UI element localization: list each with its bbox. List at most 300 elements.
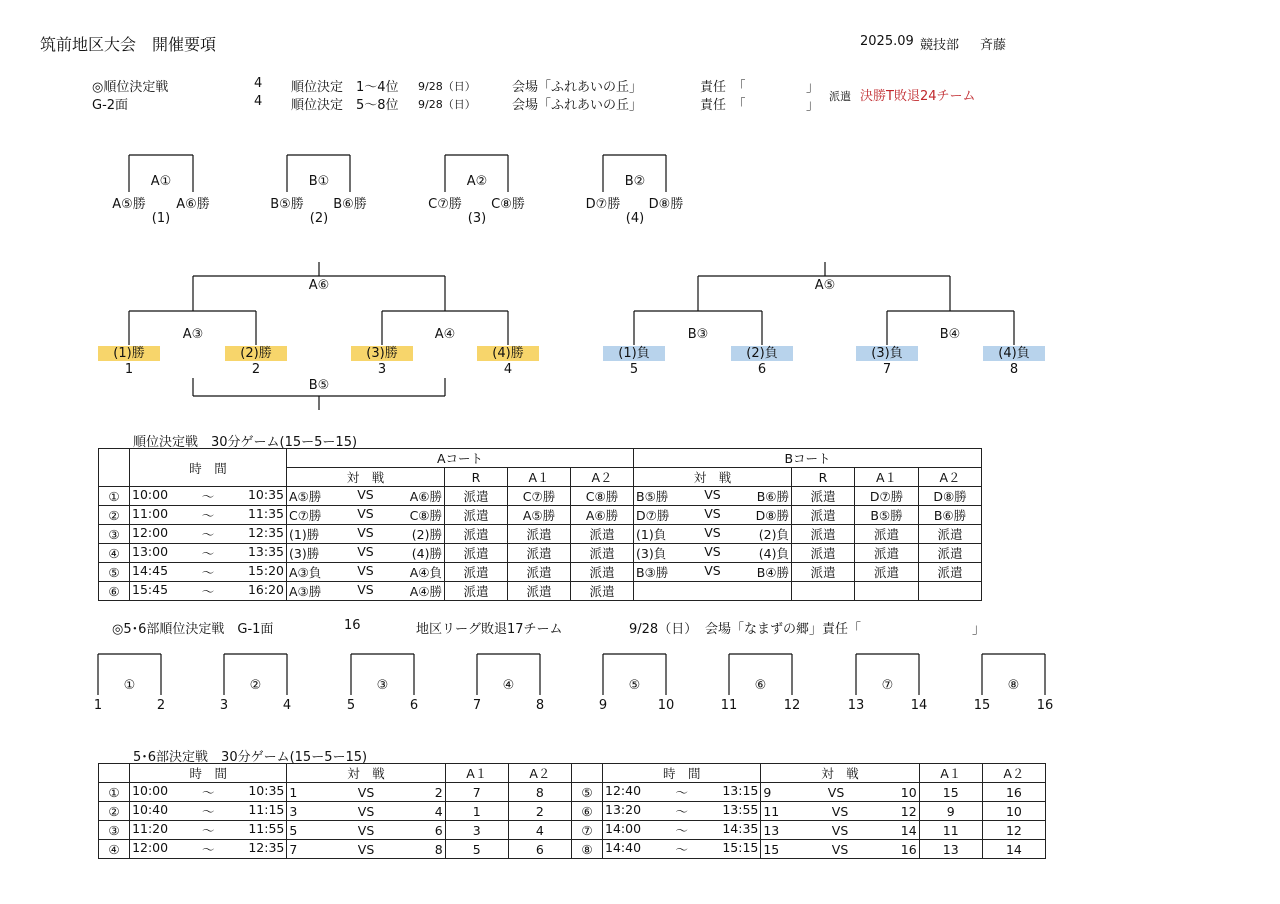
- cell-content: [132, 840, 284, 858]
- assist1: 派遣: [508, 525, 571, 544]
- start-time: 11:20: [132, 821, 169, 836]
- bracket-name: B②: [624, 174, 646, 189]
- assist2: 派遣: [919, 544, 982, 563]
- section56-note: 地区リーグ敗退17チーム: [416, 622, 563, 637]
- bracket-left: D⑦勝: [585, 197, 621, 212]
- pair-right: 16: [1036, 698, 1054, 713]
- end-time: 11:15: [248, 802, 285, 817]
- slot-num: 3: [377, 362, 387, 377]
- pair-right: 10: [657, 698, 675, 713]
- assist1: 5: [445, 840, 508, 859]
- bracket-left: A⑤勝: [112, 197, 146, 212]
- slot-num: 7: [882, 362, 892, 377]
- cell-content: [636, 563, 789, 581]
- table-row: [99, 821, 1046, 840]
- assist1: 7: [445, 783, 508, 802]
- team-right: 14: [900, 822, 917, 838]
- cell: [634, 563, 792, 582]
- assist2: 派遣: [919, 563, 982, 582]
- end-time: 10:35: [248, 783, 285, 798]
- assist2: 10: [982, 802, 1045, 821]
- start-time: 10:00: [132, 487, 169, 502]
- pair-right: 4: [282, 698, 292, 713]
- match-header: 対 戦: [634, 468, 792, 487]
- bracket-num: (4): [625, 211, 645, 226]
- section56-num: 16: [344, 618, 361, 633]
- cell: [287, 821, 445, 840]
- team-right: 16: [900, 841, 917, 857]
- pair-left: 11: [720, 698, 738, 713]
- a2-header: A２: [919, 468, 982, 487]
- referee: 派遣: [792, 563, 855, 582]
- team-right: 12: [900, 803, 917, 819]
- cell-content: [636, 487, 789, 505]
- slot-num: 4: [503, 362, 513, 377]
- schedule2-caption: 5･6部決定戦 30分ゲーム(15ー5ー15): [133, 750, 368, 765]
- slot-num: 5: [629, 362, 639, 377]
- start-time: 10:40: [132, 802, 169, 817]
- cell: [130, 840, 287, 859]
- pair-right: 2: [156, 698, 166, 713]
- assist2: 14: [982, 840, 1045, 859]
- cell: [761, 821, 919, 840]
- tilde: ～: [201, 804, 215, 819]
- a2-header: A２: [508, 764, 571, 783]
- page-title: 筑前地区大会 開催要項: [40, 35, 217, 54]
- start-time: 13:20: [605, 802, 642, 817]
- team-left: 3: [289, 803, 298, 819]
- assist1: [855, 582, 919, 601]
- pair-right: 6: [409, 698, 419, 713]
- team-left: 13: [763, 822, 780, 838]
- pair-name: ②: [249, 678, 262, 693]
- cell: [130, 525, 287, 544]
- end-time: 11:35: [247, 506, 284, 521]
- cell-content: [289, 823, 442, 838]
- referee: [792, 582, 855, 601]
- tilde: ～: [675, 842, 688, 857]
- team-left: D⑦勝: [636, 508, 670, 523]
- assist1: 派遣: [855, 563, 919, 582]
- haken-label: 派遣: [829, 90, 851, 103]
- bracket-right: C⑧勝: [491, 197, 525, 212]
- referee: 派遣: [445, 544, 508, 563]
- cell-content: [289, 582, 442, 600]
- assist1: 3: [445, 821, 508, 840]
- info-label: G-2面: [92, 98, 129, 113]
- cell-content: [605, 821, 758, 839]
- referee: 派遣: [445, 563, 508, 582]
- vs: VS: [357, 841, 375, 857]
- cell-content: [605, 783, 758, 801]
- team-left: (1)勝: [289, 527, 320, 542]
- bracket-top-label: A⑤: [814, 278, 836, 293]
- team-left: A⑤勝: [289, 489, 322, 504]
- cell: [761, 840, 919, 859]
- cell-content: [132, 802, 284, 820]
- haken-note: 決勝T敗退24チーム: [860, 89, 976, 104]
- a1-header: A１: [508, 468, 571, 487]
- vs: VS: [827, 784, 845, 800]
- cell: [761, 802, 919, 821]
- time-header: 時 間: [130, 449, 287, 487]
- pair-left: 3: [219, 698, 229, 713]
- table-row: [99, 563, 982, 582]
- team-right: (2)勝: [411, 527, 442, 542]
- cell: [130, 802, 287, 821]
- bracket-right: D⑧勝: [648, 197, 684, 212]
- vs: VS: [357, 784, 375, 800]
- header-date: 2025.09: [860, 34, 914, 49]
- team-left: 7: [289, 841, 298, 857]
- assist2: 派遣: [571, 525, 634, 544]
- pair-left: 13: [847, 698, 865, 713]
- cell-content: [289, 506, 442, 524]
- assist1: 派遣: [855, 544, 919, 563]
- cell-content: [132, 487, 284, 505]
- table-row: [99, 487, 982, 506]
- team-left: 5: [289, 822, 298, 838]
- assist2: 8: [508, 783, 571, 802]
- cell-content: [289, 842, 442, 857]
- bracket-semi1-label: A③: [182, 327, 204, 342]
- vs: VS: [357, 506, 374, 521]
- team-right: (4)負: [758, 546, 789, 561]
- court-b-header: Bコート: [634, 449, 982, 468]
- cell-content: [763, 804, 916, 819]
- team-right: 6: [434, 822, 443, 838]
- cell-content: [132, 821, 284, 839]
- bracket-num: (3): [467, 211, 487, 226]
- vs: VS: [357, 544, 374, 559]
- referee: 派遣: [792, 544, 855, 563]
- row-number: ①: [99, 783, 130, 802]
- cell-content: [289, 487, 442, 505]
- section56-label: ◎5･6部順位決定戦 G-1面: [112, 622, 274, 637]
- team-left: A③勝: [289, 584, 322, 599]
- team-left: 11: [763, 803, 780, 819]
- loser-slot-4: (4)負: [983, 346, 1045, 361]
- bracket-right: B⑥勝: [333, 197, 367, 212]
- cell-content: [763, 823, 916, 838]
- cell-content: [763, 842, 916, 857]
- referee: 派遣: [445, 582, 508, 601]
- assist2: 派遣: [571, 544, 634, 563]
- end-time: 13:55: [722, 802, 759, 817]
- team-right: A⑥勝: [409, 489, 442, 504]
- row-number: ①: [99, 487, 130, 506]
- vs: VS: [704, 525, 721, 540]
- tilde: ～: [201, 527, 215, 542]
- assist1: 11: [919, 821, 982, 840]
- start-time: 12:00: [132, 525, 169, 540]
- end-time: 12:35: [248, 840, 285, 855]
- row-number: ④: [99, 544, 130, 563]
- team-right: A④勝: [409, 584, 442, 599]
- cell: [287, 544, 445, 563]
- team-left: 15: [763, 841, 780, 857]
- team-right: D⑧勝: [755, 508, 789, 523]
- cell: [287, 802, 445, 821]
- team-left: (3)負: [636, 546, 667, 561]
- schedule2-table: [98, 763, 1046, 859]
- cell-content: [289, 563, 442, 581]
- pair-name: ③: [376, 678, 389, 693]
- header-author: 斉藤: [980, 38, 1007, 53]
- pair-right: 14: [910, 698, 928, 713]
- start-time: 12:40: [605, 783, 642, 798]
- assist1: 1: [445, 802, 508, 821]
- end-time: 15:20: [247, 563, 284, 578]
- end-time: 14:35: [722, 821, 759, 836]
- start-time: 11:00: [132, 506, 169, 521]
- cell: [130, 506, 287, 525]
- team-right: B④勝: [756, 565, 789, 580]
- referee: 派遣: [792, 525, 855, 544]
- info-num: 4: [254, 76, 263, 91]
- tilde: ～: [201, 489, 215, 504]
- row-number: ③: [99, 525, 130, 544]
- row-number: ⑤: [571, 783, 602, 802]
- team-left: B⑤勝: [636, 489, 669, 504]
- info-resp: 責任 「: [700, 98, 746, 113]
- assist2: C⑧勝: [571, 487, 634, 506]
- bracket-semi1-label: B③: [687, 327, 709, 342]
- cell: [130, 582, 287, 601]
- referee: 派遣: [792, 487, 855, 506]
- bracket-semi2-label: B④: [939, 327, 961, 342]
- tilde: ～: [201, 823, 215, 838]
- vs: VS: [357, 803, 375, 819]
- assist2: 派遣: [571, 582, 634, 601]
- tilde: ～: [675, 785, 688, 800]
- time-header: 時 間: [130, 764, 287, 783]
- cell-content: [636, 525, 789, 543]
- cell-content: [605, 802, 758, 820]
- cell: [130, 783, 287, 802]
- vs: VS: [831, 803, 849, 819]
- pair-left: 1: [93, 698, 103, 713]
- vs: VS: [357, 563, 374, 578]
- cell: [603, 802, 761, 821]
- team-left: B③勝: [636, 565, 669, 580]
- pair-name: ⑦: [881, 678, 894, 693]
- winner-slot-1: (1)勝: [98, 346, 160, 361]
- cell: [130, 487, 287, 506]
- cell-content: [132, 783, 284, 801]
- winner-slot-2: (2)勝: [225, 346, 287, 361]
- winner-slot-4: (4)勝: [477, 346, 539, 361]
- match-header: 対 戦: [287, 468, 445, 487]
- r-header: R: [445, 468, 508, 487]
- pair-name: ①: [123, 678, 136, 693]
- cell-content: [132, 506, 284, 524]
- cell-content: [289, 544, 442, 562]
- team-right: (2)負: [758, 527, 789, 542]
- cell: [634, 506, 792, 525]
- assist1: 派遣: [508, 582, 571, 601]
- vs: VS: [357, 822, 375, 838]
- assist2: 6: [508, 840, 571, 859]
- slot-num: 2: [251, 362, 261, 377]
- tilde: ～: [201, 842, 215, 857]
- team-right: 10: [900, 784, 917, 800]
- info-resp: 責任 「: [700, 80, 746, 95]
- assist2: [919, 582, 982, 601]
- end-time: 13:15: [722, 783, 759, 798]
- team-right: (4)勝: [411, 546, 442, 561]
- pair-name: ⑤: [628, 678, 641, 693]
- section56-date: 9/28（日）: [629, 622, 698, 637]
- team-right: B⑥勝: [756, 489, 789, 504]
- cell: [287, 506, 445, 525]
- row-number: ⑧: [571, 840, 602, 859]
- pair-left: 15: [973, 698, 991, 713]
- slot-num: 6: [757, 362, 767, 377]
- a1-header: A１: [855, 468, 919, 487]
- assist2: A⑥勝: [571, 506, 634, 525]
- cell-content: [132, 544, 284, 562]
- cell: [130, 563, 287, 582]
- assist1: A⑤勝: [508, 506, 571, 525]
- end-time: 12:35: [247, 525, 284, 540]
- info-label: ◎順位決定戦: [92, 80, 169, 95]
- slot-num: 1: [124, 362, 134, 377]
- end-time: 13:35: [247, 544, 284, 559]
- cell: [761, 783, 919, 802]
- tilde: ～: [201, 508, 215, 523]
- team-right: 4: [434, 803, 443, 819]
- info-close: 」: [806, 80, 820, 95]
- assist1: 派遣: [508, 544, 571, 563]
- cell-content: [289, 785, 442, 800]
- header-dept: 競技部: [920, 38, 960, 53]
- section56-close: 」: [972, 622, 986, 637]
- cell-content: [289, 804, 442, 819]
- cell: [287, 582, 445, 601]
- bracket-right: A⑥勝: [176, 197, 210, 212]
- bracket-name: A①: [150, 174, 172, 189]
- vs: VS: [831, 822, 849, 838]
- tilde: ～: [201, 546, 215, 561]
- assist2: 16: [982, 783, 1045, 802]
- header-blank: [99, 449, 130, 487]
- cell-content: [636, 506, 789, 524]
- cell: [603, 821, 761, 840]
- loser-slot-2: (2)負: [731, 346, 793, 361]
- start-time: 14:40: [605, 840, 642, 855]
- assist2: 派遣: [919, 525, 982, 544]
- cell-content: [763, 785, 916, 800]
- cell-content: [132, 563, 284, 581]
- bracket-name: B①: [308, 174, 330, 189]
- assist1: 13: [919, 840, 982, 859]
- assist2: 12: [982, 821, 1045, 840]
- vs: VS: [704, 544, 721, 559]
- loser-slot-1: (1)負: [603, 346, 665, 361]
- pair-left: 5: [346, 698, 356, 713]
- tilde: ～: [201, 584, 215, 599]
- team-left: 9: [763, 784, 772, 800]
- cell-content: [636, 544, 789, 562]
- a2-header: A２: [982, 764, 1045, 783]
- end-time: 16:20: [247, 582, 284, 597]
- table-row: [99, 525, 982, 544]
- team-right: C⑧勝: [409, 508, 442, 523]
- bracket-semi2-label: A④: [434, 327, 456, 342]
- bracket-bottom-label: B⑤: [308, 378, 330, 393]
- start-time: 14:00: [605, 821, 642, 836]
- tilde: ～: [201, 565, 215, 580]
- end-time: 11:55: [248, 821, 285, 836]
- table-row: [99, 783, 1046, 802]
- cell: [287, 840, 445, 859]
- pair-name: ⑥: [754, 678, 767, 693]
- start-time: 12:00: [132, 840, 169, 855]
- vs: VS: [831, 841, 849, 857]
- assist2: B⑥勝: [919, 506, 982, 525]
- tilde: ～: [675, 823, 688, 838]
- table-row: [99, 506, 982, 525]
- cell: [603, 783, 761, 802]
- schedule1-table: [98, 448, 982, 601]
- referee: 派遣: [792, 506, 855, 525]
- row-number: ⑥: [99, 582, 130, 601]
- pair-name: ⑧: [1007, 678, 1020, 693]
- info-date: 9/28（日）: [418, 98, 476, 111]
- bracket-left: B⑤勝: [270, 197, 304, 212]
- header-blank: [571, 764, 602, 783]
- schedule1-caption: 順位決定戦 30分ゲーム(15ー5ー15): [133, 435, 358, 450]
- bracket-top-label: A⑥: [308, 278, 330, 293]
- assist1: C⑦勝: [508, 487, 571, 506]
- cell: [287, 783, 445, 802]
- assist1: D⑦勝: [855, 487, 919, 506]
- row-number: ②: [99, 506, 130, 525]
- table-row: [99, 544, 982, 563]
- info-venue: 会場「ふれあいの丘」: [512, 80, 643, 95]
- cell: [634, 525, 792, 544]
- pair-right: 8: [535, 698, 545, 713]
- pair-left: 9: [598, 698, 608, 713]
- bracket-name: A②: [466, 174, 488, 189]
- cell: [130, 821, 287, 840]
- court-a-header: Aコート: [287, 449, 634, 468]
- info-close: 」: [806, 98, 820, 113]
- empty-match: [634, 582, 792, 601]
- assist1: 派遣: [508, 563, 571, 582]
- cell: [130, 544, 287, 563]
- row-number: ③: [99, 821, 130, 840]
- vs: VS: [704, 563, 721, 578]
- team-left: C⑦勝: [289, 508, 322, 523]
- assist2: D⑧勝: [919, 487, 982, 506]
- bracket-num: (1): [151, 211, 171, 226]
- bracket-num: (2): [309, 211, 329, 226]
- tilde: ～: [675, 804, 688, 819]
- start-time: 13:00: [132, 544, 169, 559]
- header-blank: [99, 764, 130, 783]
- row-number: ⑦: [571, 821, 602, 840]
- cell: [287, 563, 445, 582]
- cell: [287, 525, 445, 544]
- info-num: 4: [254, 94, 263, 109]
- info-desc: 順位決定 5～8位: [291, 98, 399, 113]
- team-left: (1)負: [636, 527, 667, 542]
- info-desc: 順位決定 1～4位: [291, 80, 399, 95]
- referee: 派遣: [445, 506, 508, 525]
- cell-content: [132, 582, 284, 600]
